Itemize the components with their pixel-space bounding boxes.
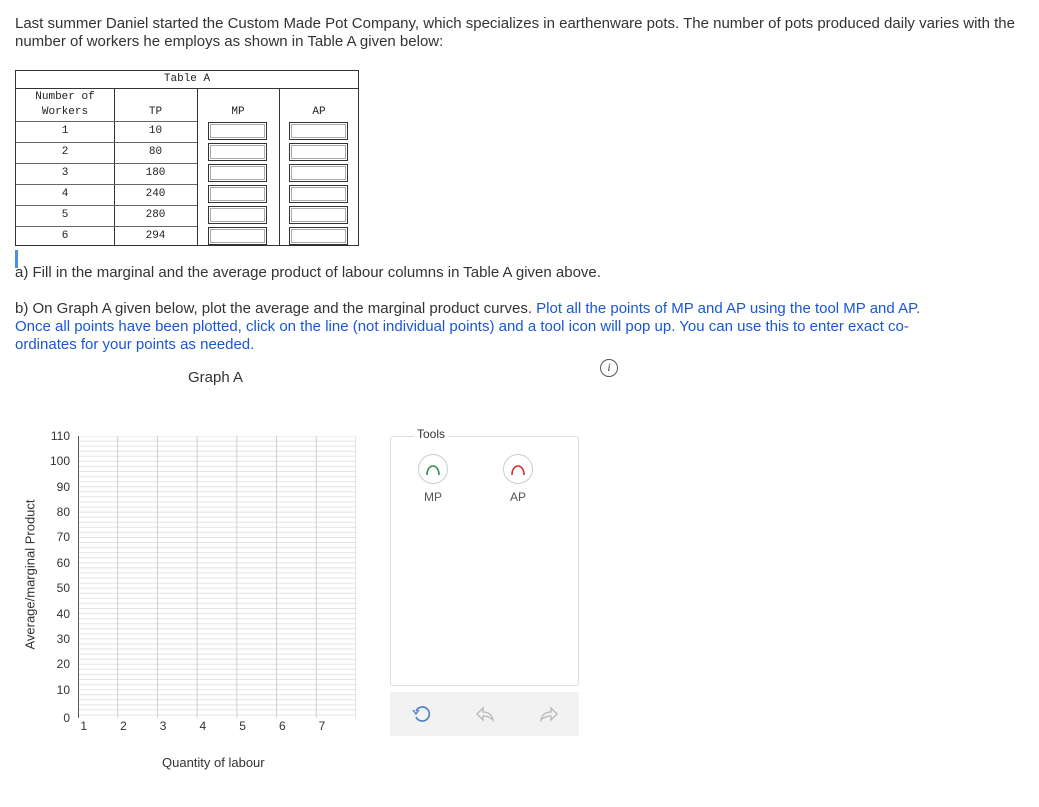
problem-intro: Last summer Daniel started the Custom Made Pot Company, which specializes in earthenware pots. The number of pots produced daily varies with the number of workers he employs as shown in Table A given below: bbox=[15, 15, 1015, 50]
mp-input-row-3[interactable] bbox=[208, 164, 267, 182]
graph-title: Graph A bbox=[188, 369, 244, 386]
reset-icon[interactable] bbox=[410, 702, 434, 726]
y-tick-label: 90 bbox=[56, 479, 70, 494]
y-tick-label: 40 bbox=[56, 606, 70, 621]
x-tick-label: 1 bbox=[80, 719, 88, 733]
ap-input-row-5[interactable] bbox=[289, 206, 348, 224]
y-tick-label: 100 bbox=[49, 454, 70, 469]
table-cell-tp: 10 bbox=[148, 125, 163, 137]
redo-icon[interactable] bbox=[537, 702, 561, 726]
mp-input-row-1[interactable] bbox=[208, 122, 267, 140]
y-tick-label: 80 bbox=[56, 505, 70, 520]
y-tick-label: 20 bbox=[56, 657, 70, 672]
table-cell-tp: 294 bbox=[145, 230, 166, 242]
table-cell-tp: 240 bbox=[145, 188, 166, 200]
table-cell-tp: 80 bbox=[148, 146, 163, 158]
mp-tool-label: MP bbox=[424, 490, 442, 504]
y-tick-label: 70 bbox=[56, 530, 70, 545]
x-tick-label: 3 bbox=[159, 719, 167, 733]
table-cell-workers: 6 bbox=[61, 230, 69, 242]
table-cell-workers: 1 bbox=[61, 125, 69, 137]
table-title: Table A bbox=[163, 73, 211, 85]
table-cell-workers: 2 bbox=[61, 146, 69, 158]
ap-curve-icon bbox=[504, 455, 532, 483]
mp-input-row-5[interactable] bbox=[208, 206, 267, 224]
ap-input-row-4[interactable] bbox=[289, 185, 348, 203]
info-icon[interactable]: i bbox=[600, 359, 618, 377]
table-cell-tp: 280 bbox=[145, 209, 166, 221]
ap-input-row-6[interactable] bbox=[289, 227, 348, 245]
table-cell-workers: 3 bbox=[61, 167, 69, 179]
header-tp: TP bbox=[148, 106, 163, 118]
y-tick-label: 50 bbox=[56, 581, 70, 596]
table-cell-workers: 4 bbox=[61, 188, 69, 200]
x-tick-label: 7 bbox=[318, 719, 326, 733]
x-tick-label: 4 bbox=[199, 719, 207, 733]
table-a bbox=[15, 70, 359, 246]
table-cell-workers: 5 bbox=[61, 209, 69, 221]
mp-input-row-4[interactable] bbox=[208, 185, 267, 203]
instructions: Plot all the points of MP and AP using the tool MP and AP. Once all points have been plotted, click on the line (not individual points) and a tool icon will pop up. You can use this to enter exact co-ordinates for your points as needed. bbox=[15, 300, 921, 353]
y-tick-label: 30 bbox=[56, 631, 70, 646]
y-axis-label: Average/marginal Product bbox=[22, 499, 38, 650]
header-mp: MP bbox=[231, 106, 245, 118]
y-tick-label: 0 bbox=[63, 711, 70, 725]
ap-tool-button[interactable] bbox=[503, 454, 533, 484]
x-axis-label: Quantity of labour bbox=[162, 755, 265, 770]
ap-tool-label: AP bbox=[509, 490, 526, 504]
question-b: b) On Graph A given below, plot the average and the marginal product curves. Plot all the points of MP and AP using the tool MP and AP. Once all points have been plotted, click on the line (not individual points) and a tool icon will pop up. You can use this to enter exact co-ordinates for your points as needed. bbox=[15, 300, 921, 353]
tools-label: Tools bbox=[414, 427, 448, 441]
mp-tool-button[interactable] bbox=[418, 454, 448, 484]
header-ap: AP bbox=[312, 106, 326, 118]
table-cell-tp: 180 bbox=[145, 167, 166, 179]
y-tick-label: 10 bbox=[56, 682, 70, 697]
x-tick-label: 6 bbox=[278, 719, 286, 733]
mp-curve-icon bbox=[419, 455, 447, 483]
ap-input-row-2[interactable] bbox=[289, 143, 348, 161]
y-tick-label: 60 bbox=[56, 555, 70, 570]
ap-input-row-1[interactable] bbox=[289, 122, 348, 140]
y-tick-label: 110 bbox=[50, 429, 70, 443]
mp-input-row-6[interactable] bbox=[208, 227, 267, 245]
undo-icon[interactable] bbox=[473, 702, 497, 726]
graph-plot-area[interactable] bbox=[78, 436, 356, 718]
x-tick-label: 2 bbox=[120, 719, 127, 733]
question-a: a) Fill in the marginal and the average product of labour columns in Table A given above. bbox=[15, 264, 601, 281]
ap-input-row-3[interactable] bbox=[289, 164, 348, 182]
x-tick-label: 5 bbox=[239, 719, 246, 733]
mp-input-row-2[interactable] bbox=[208, 143, 267, 161]
header-workers: Number of Workers bbox=[35, 91, 95, 118]
